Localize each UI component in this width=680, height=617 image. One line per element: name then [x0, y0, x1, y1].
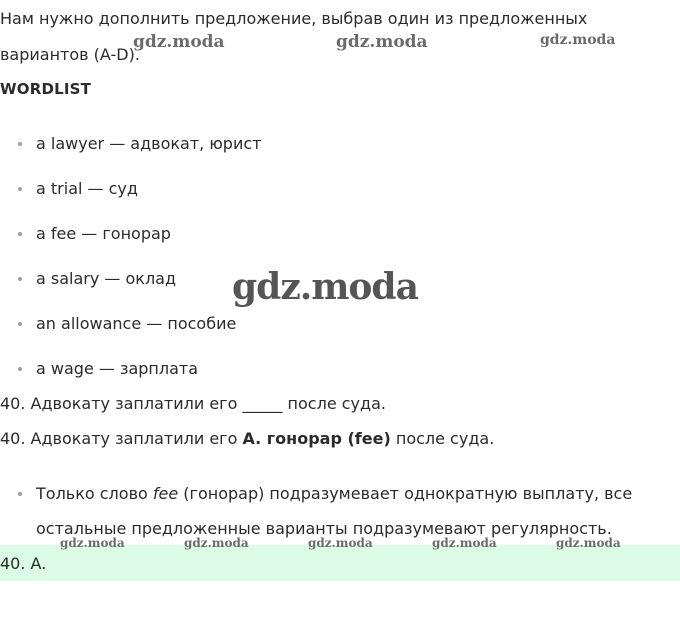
bullet-dot	[18, 322, 22, 326]
watermark-large: gdz.moda	[232, 266, 418, 308]
watermark: gdz.moda	[540, 32, 616, 48]
wordlist-item: a fee — гонорар	[36, 224, 171, 243]
answer-highlight	[0, 545, 680, 581]
wordlist-item: a wage — зарплата	[36, 359, 199, 378]
note-line-2: остальные предложенные варианты подразумевают регулярность.	[36, 519, 612, 538]
intro-line-2: вариантов (A-D).	[0, 45, 140, 64]
wordlist-item: a salary — оклад	[36, 269, 177, 288]
watermark: gdz.moda	[432, 536, 497, 550]
bullet-dot	[18, 367, 22, 371]
watermark: gdz.moda	[556, 536, 621, 550]
wordlist-item: an allowance — пособие	[36, 314, 237, 333]
filled-answer: A. гонорар (fee)	[242, 429, 391, 448]
answer-text: 40. A.	[0, 554, 47, 573]
intro-line-1: Нам нужно дополнить предложение, выбрав один из предложенных	[0, 9, 588, 28]
watermark: gdz.moda	[133, 32, 225, 52]
note-word: fee	[152, 484, 179, 503]
watermark: gdz.moda	[336, 32, 428, 52]
wordlist-heading: WORDLIST	[0, 80, 92, 98]
watermark: gdz.moda	[308, 536, 373, 550]
bullet-dot	[18, 187, 22, 191]
note-line-1	[36, 484, 632, 504]
note-prefix: Только слово	[36, 484, 153, 503]
filled-sentence	[0, 429, 494, 449]
bullet-dot	[18, 277, 22, 281]
bullet-dot	[18, 492, 22, 496]
wordlist-item: a lawyer — адвокат, юрист	[36, 134, 262, 153]
question-text: 40. Адвокату заплатили его _____ после суда.	[0, 394, 386, 413]
watermark: gdz.moda	[184, 536, 249, 550]
filled-prefix: 40. Адвокату заплатили его	[0, 429, 243, 448]
bullet-dot	[18, 142, 22, 146]
bullet-dot	[18, 232, 22, 236]
watermark: gdz.moda	[60, 536, 125, 550]
wordlist-item: a trial — суд	[36, 179, 138, 198]
note-suffix: (гонорар) подразумевает однократную выплату, все	[178, 484, 633, 503]
filled-suffix: после суда.	[390, 429, 495, 448]
